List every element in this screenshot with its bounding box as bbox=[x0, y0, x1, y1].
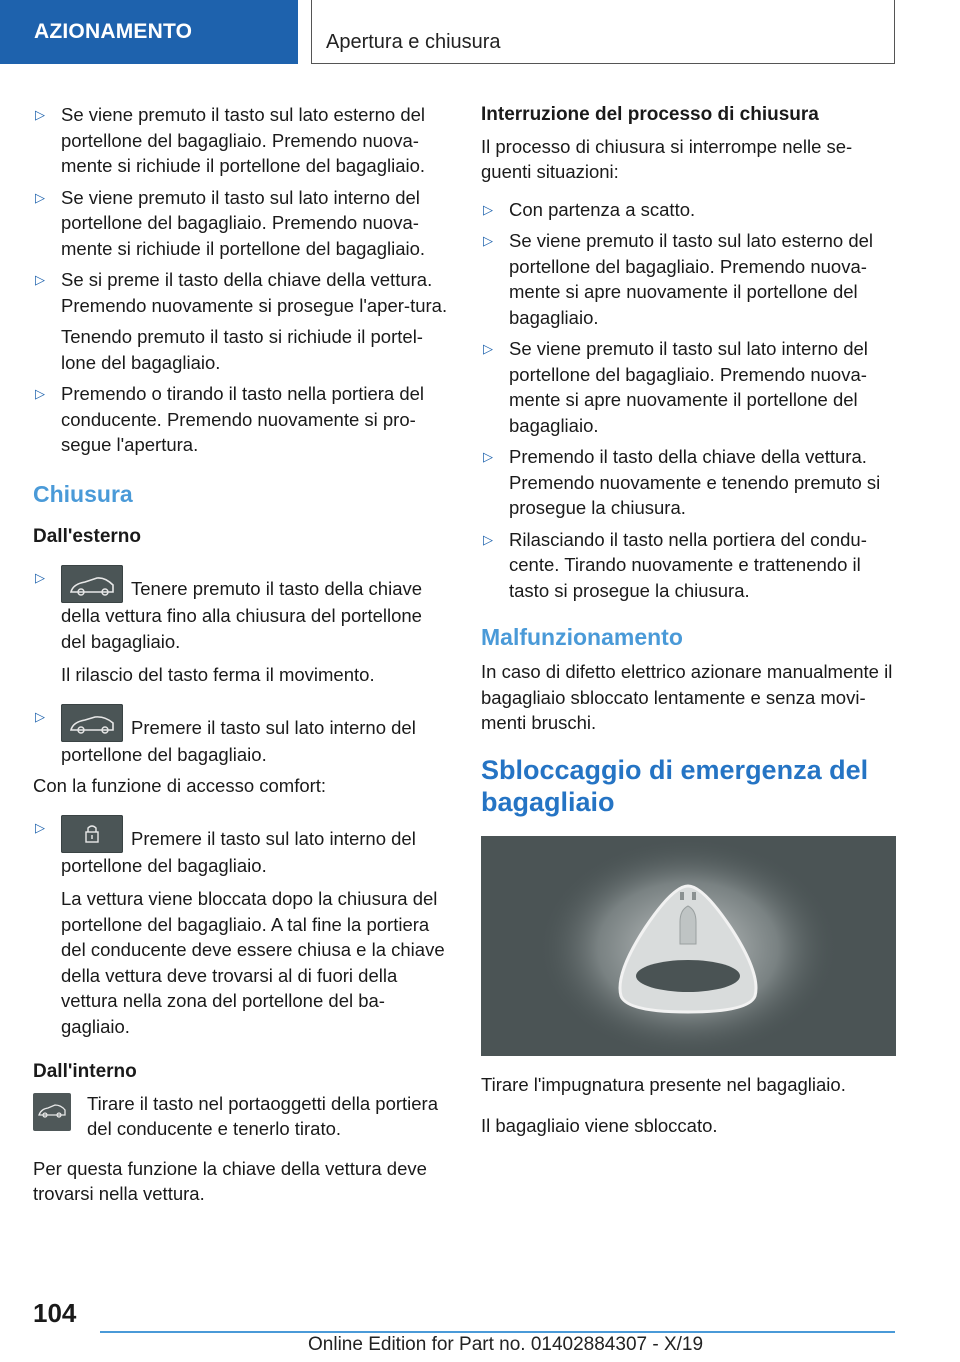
section-tab: AZIONAMENTO bbox=[0, 0, 298, 64]
trunk-door-icon bbox=[33, 1093, 71, 1131]
page-title: Apertura e chiusura bbox=[311, 0, 895, 64]
interruzione-text: Il processo di chiusura si interrompe nelle se-guenti situazioni: bbox=[481, 135, 853, 182]
list-item: ▷ Premendo o tirando il tasto nella portiera del conducente. Premendo nuovamente si pro-segue l'apertura. bbox=[35, 383, 425, 455]
comfort-text: Con la funzione di accesso comfort: bbox=[33, 775, 327, 796]
list-item: ▷ Rilasciando il tasto nella portiera del condu-cente. Tirando nuovamente e trattenendo il tasto si prosegue la chiusura. bbox=[483, 528, 867, 601]
list-item: ▷ Se viene premuto il tasto sul lato esterno del portellone del bagagliaio. Premendo nuova-mente si richiude il portellone del bagagliaio. bbox=[35, 104, 426, 176]
triangle-bullet-icon: ▷ bbox=[35, 272, 45, 287]
triangle-bullet-icon: ▷ bbox=[35, 386, 45, 401]
list-item: ▷ Premendo il tasto della chiave della vettura. Premendo nuovamente e tenendo premuto si prosegue la chiusura. bbox=[483, 446, 881, 518]
triangle-bullet-icon: ▷ bbox=[483, 531, 493, 547]
triangle-bullet-icon: ▷ bbox=[35, 708, 45, 724]
list-item: ▷ Se viene premuto il tasto sul lato esterno del portellone del bagagliaio. Premendo nuova-mente si apre nuovamente il portellone del bagagliaio. bbox=[483, 230, 874, 328]
list-item: ▷ Se si preme il tasto della chiave della vettura. Premendo nuovamente si prosegue l'aper-tura. Tenendo premuto il tasto si richiude il portel-lone del bagagliaio. bbox=[33, 267, 448, 375]
interno-block: Tirare il tasto nel portaoggetti della portiera del conducente e tenerlo tirato. bbox=[33, 1091, 448, 1142]
page-number: 104 bbox=[33, 1298, 77, 1328]
list-item-note: Tenendo premuto il tasto si richiude il portel-lone del bagagliaio. bbox=[61, 326, 423, 373]
triangle-bullet-icon: ▷ bbox=[35, 819, 45, 835]
section-heading-chiusura: Chiusura bbox=[33, 480, 133, 507]
trunk-open-icon bbox=[61, 565, 123, 603]
list-item-note: Il rilascio del tasto ferma il movimento. bbox=[61, 664, 375, 685]
triangle-bullet-icon: ▷ bbox=[35, 570, 45, 585]
caption-text: Il bagagliaio viene sbloccato. bbox=[481, 1115, 718, 1136]
list-item: ▷ Premere il tasto sul lato interno del portellone del bagagliaio. La vettura viene bloccata dopo la chiusura del portellone del bagagliaio. A tal fine la portiera del conducente deve essere chiusa e la chiave della vettura deve trovarsi al di fuori della vettura nella zona del portellone del ba-gagliaio. bbox=[33, 815, 448, 1040]
edition-text: Online Edition for Part no. 01402884307 - X/19 bbox=[308, 1334, 704, 1355]
caption-text: Tirare l'impugnatura presente nel bagagliaio. bbox=[481, 1073, 846, 1095]
triangle-bullet-icon: ▷ bbox=[483, 449, 493, 464]
emergency-handle-image bbox=[481, 836, 896, 1056]
list-item-note: La vettura viene bloccata dopo la chiusura del portellone del bagagliaio. A tal fine la portiera del conducente deve essere chiusa e la chiave della vettura deve trovarsi al di fuori della vettura nella zona del portellone del ba-gagliaio. bbox=[61, 888, 445, 1037]
section-heading-sbloccaggio: Sbloccaggio di emergenza del bagagliaio bbox=[481, 754, 869, 817]
list-item: ▷ Premere il tasto sul lato interno del portellone del bagagliaio. bbox=[33, 704, 448, 768]
left-column bbox=[33, 102, 448, 1213]
lock-icon bbox=[61, 815, 123, 853]
right-column bbox=[481, 102, 899, 1145]
subheading-esterno: Dall'esterno bbox=[33, 525, 141, 547]
list-item: ▷ Tenere premuto il tasto della chiave della vettura fino alla chiusura del portellone del bagagliaio. Il rilascio del tasto ferma il movimento. bbox=[33, 565, 448, 688]
list-item: ▷ Con partenza a scatto. bbox=[481, 197, 899, 223]
triangle-bullet-icon: ▷ bbox=[483, 201, 493, 217]
trunk-door-icon bbox=[61, 704, 123, 742]
triangle-bullet-icon: ▷ bbox=[483, 233, 493, 248]
triangle-bullet-icon: ▷ bbox=[35, 189, 45, 205]
triangle-bullet-icon: ▷ bbox=[35, 107, 45, 122]
triangle-bullet-icon: ▷ bbox=[483, 341, 493, 356]
list-item: ▷ Se viene premuto il tasto sul lato interno del portellone del bagagliaio. Premendo nuova-mente si apre nuovamente il portellone del bagagliaio. bbox=[483, 338, 868, 436]
footer-divider bbox=[100, 1331, 895, 1333]
subheading-interruzione: Interruzione del processo di chiusura bbox=[481, 104, 819, 125]
subheading-interno: Dall'interno bbox=[33, 1061, 137, 1082]
final-text: Per questa funzione la chiave della vettura deve trovarsi nella vettura. bbox=[33, 1157, 427, 1204]
list-item: ▷ Se viene premuto il tasto sul lato interno del portellone del bagagliaio. Premendo nuova-mente si richiude il portellone del bagagliaio. bbox=[35, 186, 426, 259]
section-heading-malfunzionamento: Malfunzionamento bbox=[481, 624, 683, 650]
malfunzionamento-text: In caso di difetto elettrico azionare manualmente il bagagliaio sbloccato lentamente e senza movi-menti bruschi. bbox=[481, 661, 893, 733]
